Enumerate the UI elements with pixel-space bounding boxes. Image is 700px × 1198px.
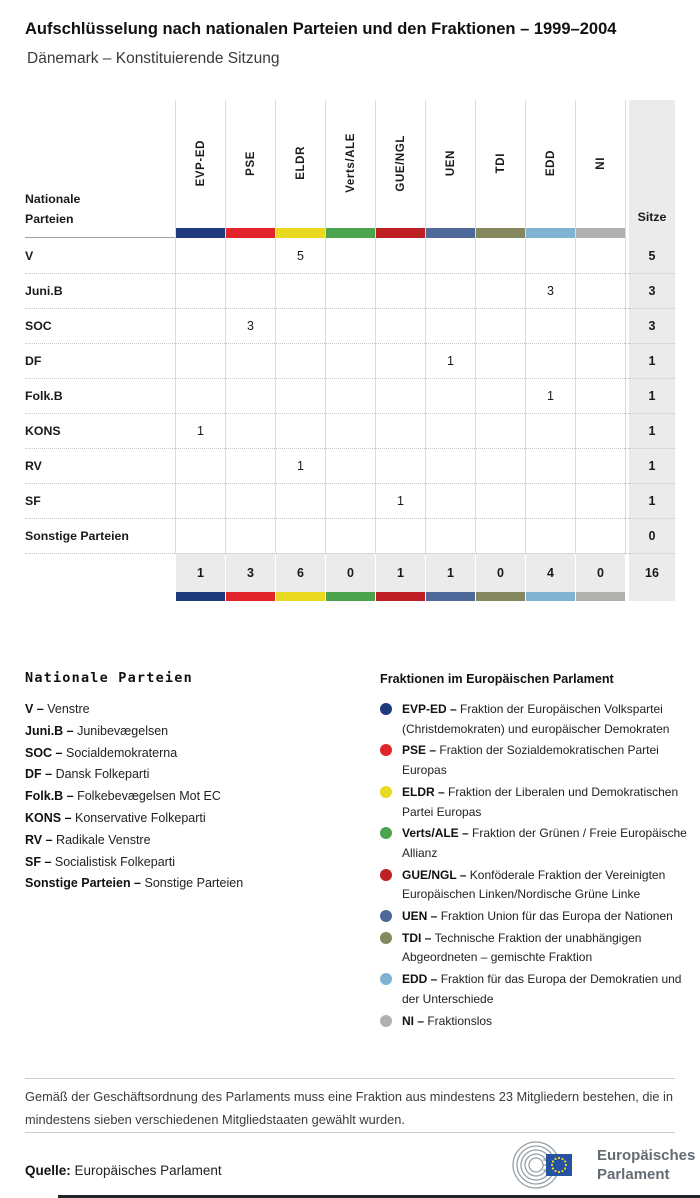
party-abbr: Juni.B – — [25, 723, 78, 738]
seat-cell — [225, 273, 275, 308]
party-abbr: Folk.B – — [25, 789, 78, 804]
seat-cell: 1 — [275, 448, 325, 483]
party-legend-item — [25, 830, 355, 852]
seat-cell — [375, 518, 425, 553]
seats-cell: 1 — [629, 483, 675, 518]
seat-cell — [275, 518, 325, 553]
group-color-bar — [475, 592, 525, 601]
group-legend-item — [380, 700, 698, 739]
party-legend-item — [25, 873, 355, 895]
group-color-dot — [380, 932, 392, 944]
seat-cell — [175, 308, 225, 343]
group-color-bar — [426, 228, 475, 238]
eu-star — [554, 1158, 556, 1160]
seat-cell — [375, 378, 425, 413]
page-title: Aufschlüsselung nach nationalen Parteien und den Fraktionen – 1999–2004 — [25, 20, 617, 38]
eu-star — [552, 1167, 554, 1169]
table-corner — [25, 100, 175, 238]
eu-star — [558, 1157, 560, 1159]
group-color-bar — [376, 228, 425, 238]
column-header-TDI — [475, 100, 525, 238]
seat-cell — [525, 448, 575, 483]
party-legend-item — [25, 786, 355, 808]
eu-star — [558, 1171, 560, 1173]
group-legend-text — [402, 783, 696, 822]
group-color-bar — [276, 228, 325, 238]
party-label: V — [25, 248, 34, 263]
eu-star — [564, 1167, 566, 1169]
seats-cell: 1 — [629, 378, 675, 413]
group-legend-text — [402, 929, 696, 968]
group-legend-text — [402, 1012, 696, 1032]
column-header-Verts/ALE — [325, 100, 375, 238]
seat-cell — [325, 343, 375, 378]
seat-cell — [375, 343, 425, 378]
group-color-dot — [380, 869, 392, 881]
party-label: KONS — [25, 413, 175, 448]
table-row — [25, 378, 675, 413]
group-name: Fraktion der Liberalen und Demokratischen Partei Europas — [402, 784, 679, 819]
group-legend-item — [380, 741, 698, 780]
column-header-UEN — [425, 100, 475, 238]
group-color-bar — [275, 592, 325, 601]
seat-cell — [175, 483, 225, 518]
seat-cell — [225, 518, 275, 553]
seats-cell: 0 — [629, 518, 675, 553]
group-code-label: NI — [594, 156, 607, 170]
group-name: Konföderale Fraktion der Vereinigten Europäischen Linken/Nordische Grüne Linke — [402, 867, 666, 902]
group-code-label: ELDR — [294, 146, 307, 180]
seat-cell — [475, 378, 525, 413]
party-name: Junibevægelsen — [77, 723, 169, 738]
seat-cell — [375, 308, 425, 343]
group-code-label: UEN — [444, 149, 457, 177]
party-name: Sonstige Parteien — [144, 876, 244, 891]
group-color-bar — [375, 592, 425, 601]
party-label: Sonstige Parteien — [25, 518, 175, 553]
totals-empty — [25, 553, 175, 592]
seat-cell — [525, 343, 575, 378]
eu-star — [554, 1170, 556, 1172]
group-color-bar — [325, 592, 375, 601]
ep-logo-line1: Europäisches — [597, 1147, 696, 1164]
seat-cell — [375, 273, 425, 308]
seats-column-footer — [629, 592, 675, 601]
table-row — [25, 483, 675, 518]
column-header-EDD — [525, 100, 575, 238]
party-abbr: RV – — [25, 832, 57, 847]
eu-star — [561, 1158, 563, 1160]
seat-cell — [425, 518, 475, 553]
eu-star — [552, 1160, 554, 1162]
group-code-label: Verts/ALE — [344, 133, 357, 193]
group-color-bar — [326, 228, 375, 238]
seat-cell — [175, 378, 225, 413]
seat-cell — [275, 308, 325, 343]
seat-cell: 1 — [375, 483, 425, 518]
seats-cell: 1 — [629, 448, 675, 483]
group-legend-item — [380, 866, 698, 905]
group-color-dot — [380, 973, 392, 985]
table-row — [25, 273, 675, 308]
seat-cell — [325, 238, 375, 273]
parties-legend-heading: Nationale Parteien — [25, 670, 193, 686]
group-legend-text — [402, 700, 696, 739]
seat-cell — [525, 518, 575, 553]
group-legend-text — [402, 866, 696, 905]
seat-cell — [325, 308, 375, 343]
party-name: Radikale Venstre — [56, 832, 151, 847]
party-label: DF — [25, 343, 175, 378]
group-color-bar — [176, 228, 225, 238]
party-legend-item — [25, 721, 355, 743]
footnote: Gemäß der Geschäftsordnung des Parlaments muss eine Fraktion aus mindestens 23 Mitgliedern bestehen, die in mindestens sieben verschiedenen Mitgliedstaaten gewählt wurden. — [25, 1089, 674, 1127]
party-label: SOC — [25, 308, 175, 343]
total-cell: 0 — [325, 553, 375, 592]
group-name: Technische Fraktion der unabhängigen Abgeordneten – gemischte Fraktion — [402, 930, 642, 965]
group-legend-item — [380, 907, 698, 927]
group-legend-item — [380, 1012, 698, 1032]
divider-bottom — [25, 1132, 675, 1133]
seat-cell — [325, 378, 375, 413]
total-cell: 1 — [375, 553, 425, 592]
eu-star — [561, 1170, 563, 1172]
group-name: Fraktionslos — [427, 1013, 493, 1028]
group-legend-item — [380, 783, 698, 822]
party-label: SF — [25, 483, 175, 518]
table-row — [25, 308, 675, 343]
party-legend-item — [25, 699, 355, 721]
seat-cell — [425, 238, 475, 273]
group-abbr: PSE – — [402, 743, 440, 758]
seat-cell — [175, 343, 225, 378]
seat-cell — [575, 308, 625, 343]
seat-cell — [425, 308, 475, 343]
party-label: RV — [25, 448, 175, 483]
seat-cell — [525, 483, 575, 518]
total-cell: 1 — [425, 553, 475, 592]
group-color-bar — [425, 592, 475, 601]
party-abbr: V – — [25, 702, 48, 716]
seat-cell — [425, 448, 475, 483]
group-abbr: Verts/ALE – — [402, 826, 473, 841]
seats-total-cell: 16 — [629, 553, 675, 592]
seat-cell — [475, 483, 525, 518]
group-color-bar — [476, 228, 525, 238]
seat-cell — [575, 483, 625, 518]
group-color-bar — [225, 592, 275, 601]
seat-cell — [175, 238, 225, 273]
party-legend-item — [25, 743, 355, 765]
group-code-label: GUE/NGL — [394, 134, 407, 192]
seat-cell — [225, 413, 275, 448]
group-name: Fraktion für das Europa der Demokratien und der Unterschiede — [402, 972, 682, 1006]
groups-legend — [380, 672, 698, 1033]
groups-legend-list — [380, 700, 698, 1031]
seat-cell — [575, 273, 625, 308]
seat-cell — [325, 413, 375, 448]
bar-row-empty — [25, 592, 175, 601]
seat-cell — [575, 378, 625, 413]
seat-cell — [225, 448, 275, 483]
seat-cell — [575, 238, 625, 273]
group-code-label: PSE — [244, 150, 257, 176]
seat-cell — [525, 413, 575, 448]
group-code-label: EDD — [544, 149, 557, 177]
total-cell: 3 — [225, 553, 275, 592]
seats-column-header: Sitze — [629, 100, 675, 238]
total-cell: 0 — [475, 553, 525, 592]
table-row — [25, 238, 675, 273]
seat-cell: 1 — [175, 413, 225, 448]
party-legend-item — [25, 808, 355, 830]
table-row — [25, 343, 675, 378]
column-header-GUE/NGL — [375, 100, 425, 238]
seats-cell: 1 — [629, 413, 675, 448]
seat-cell — [475, 413, 525, 448]
seat-cell — [325, 483, 375, 518]
group-color-bar — [226, 228, 275, 238]
group-legend-text — [402, 824, 696, 863]
seat-cell — [575, 343, 625, 378]
seat-cell — [225, 238, 275, 273]
party-name: Socialistisk Folkeparti — [54, 854, 176, 869]
seat-cell — [175, 518, 225, 553]
column-header-EVP-ED — [175, 100, 225, 238]
seat-cell — [425, 273, 475, 308]
seat-cell — [425, 483, 475, 518]
party-abbr: SF – — [25, 854, 55, 869]
seat-cell: 3 — [225, 308, 275, 343]
total-cell: 0 — [575, 553, 625, 592]
group-legend-item — [380, 929, 698, 968]
total-cell: 4 — [525, 553, 575, 592]
party-legend-item — [25, 764, 355, 786]
seat-cell — [475, 238, 525, 273]
seat-cell: 5 — [275, 238, 325, 273]
seat-cell: 1 — [525, 378, 575, 413]
column-header-ELDR — [275, 100, 325, 238]
seat-cell — [225, 343, 275, 378]
seat-cell — [325, 518, 375, 553]
divider-top — [25, 1078, 675, 1079]
party-abbr: DF – — [25, 767, 56, 782]
group-legend-item — [380, 970, 698, 1009]
group-code-label: EVP-ED — [194, 139, 207, 187]
party-name: Dansk Folkeparti — [55, 767, 150, 782]
parties-legend — [25, 670, 355, 895]
seat-cell — [475, 518, 525, 553]
seat-cell — [425, 378, 475, 413]
seat-cell — [425, 413, 475, 448]
group-abbr: ELDR – — [402, 784, 449, 799]
party-abbr: SOC – — [25, 745, 66, 760]
group-name: Fraktion der Sozialdemokratischen Partei Europas — [402, 743, 659, 778]
group-name: Fraktion der Europäischen Volkspartei (Christdemokraten) und europäischer Demokraten — [402, 702, 670, 736]
seat-cell — [275, 378, 325, 413]
group-name: Fraktion der Grünen / Freie Europäische Allianz — [402, 826, 687, 860]
seat-cell: 1 — [425, 343, 475, 378]
party-name: Venstre — [47, 702, 90, 716]
seat-cell — [275, 343, 325, 378]
eu-star — [565, 1164, 567, 1166]
table-row — [25, 448, 675, 483]
seat-cell — [525, 308, 575, 343]
seat-cell — [375, 238, 425, 273]
seat-cell — [225, 483, 275, 518]
seat-cell — [375, 413, 425, 448]
group-legend-item — [380, 824, 698, 863]
group-color-bar — [175, 592, 225, 601]
group-abbr: TDI – — [402, 930, 435, 945]
eu-star — [551, 1164, 553, 1166]
ep-hemicycle-icon — [505, 1138, 591, 1194]
page-subtitle: Dänemark – Konstituierende Sitzung — [27, 50, 280, 67]
seat-cell — [325, 448, 375, 483]
seat-cell — [475, 448, 525, 483]
party-name: Socialdemokraterna — [66, 745, 178, 760]
group-color-dot — [380, 1015, 392, 1027]
group-color-bar — [526, 228, 575, 238]
group-color-dot — [380, 827, 392, 839]
seat-cell — [575, 413, 625, 448]
party-label: Folk.B — [25, 378, 175, 413]
seat-cell — [225, 378, 275, 413]
party-name: Folkebevægelsen Mot EC — [77, 789, 221, 804]
table-row — [25, 518, 675, 553]
ep-logo — [505, 1138, 696, 1194]
seat-cell: 3 — [525, 273, 575, 308]
group-abbr: GUE/NGL – — [402, 867, 470, 882]
table-body — [25, 238, 675, 553]
party-name: Konservative Folkeparti — [75, 810, 206, 825]
party-legend-item — [25, 852, 355, 874]
party-abbr: Sonstige Parteien – — [25, 876, 145, 891]
group-color-bar — [525, 592, 575, 601]
groups-legend-heading: Fraktionen im Europäischen Parlament — [380, 672, 614, 686]
seat-cell — [575, 518, 625, 553]
group-legend-text — [402, 970, 696, 1009]
seats-cell: 1 — [629, 343, 675, 378]
group-code-label: TDI — [494, 152, 507, 174]
seat-cell — [525, 238, 575, 273]
seats-cell: 5 — [629, 238, 675, 273]
seat-cell — [475, 343, 525, 378]
group-abbr: NI – — [402, 1013, 428, 1028]
seat-cell — [175, 448, 225, 483]
seat-cell — [275, 413, 325, 448]
table-header-row — [25, 100, 675, 238]
seats-cell: 3 — [629, 273, 675, 308]
seat-cell — [275, 273, 325, 308]
seat-cell — [275, 483, 325, 518]
column-header-PSE — [225, 100, 275, 238]
seat-cell — [325, 273, 375, 308]
group-color-bar — [576, 228, 625, 238]
total-cell: 6 — [275, 553, 325, 592]
source-label: Quelle: — [25, 1163, 71, 1178]
ep-logo-line2: Parlament — [597, 1166, 670, 1183]
group-legend-text — [402, 741, 696, 780]
table-totals-row — [25, 553, 675, 592]
seat-cell — [175, 273, 225, 308]
table-bar-row — [25, 592, 675, 601]
group-color-bar — [575, 592, 625, 601]
group-color-dot — [380, 910, 392, 922]
group-legend-text — [402, 907, 696, 927]
total-cell: 1 — [175, 553, 225, 592]
seat-cell — [475, 308, 525, 343]
seats-cell: 3 — [629, 308, 675, 343]
seats-table — [25, 100, 675, 601]
parties-legend-list — [25, 699, 355, 895]
table-row — [25, 413, 675, 448]
group-color-dot — [380, 786, 392, 798]
seat-cell — [375, 448, 425, 483]
row-header-label: Nationale Parteien — [25, 192, 81, 226]
column-header-NI — [575, 100, 625, 238]
group-abbr: EDD – — [402, 972, 441, 987]
party-label: Juni.B — [25, 273, 175, 308]
source-value: Europäisches Parlament — [74, 1163, 222, 1178]
group-color-dot — [380, 703, 392, 715]
party-abbr: KONS – — [25, 810, 76, 825]
seat-cell — [475, 273, 525, 308]
group-abbr: UEN – — [402, 909, 441, 924]
group-color-dot — [380, 744, 392, 756]
group-abbr: EVP-ED – — [402, 702, 461, 716]
eu-star — [564, 1160, 566, 1162]
group-name: Fraktion Union für das Europa der Nationen — [440, 909, 673, 924]
seat-cell — [575, 448, 625, 483]
source-line — [25, 1163, 222, 1178]
ep-logo-wordmark — [597, 1146, 695, 1184]
